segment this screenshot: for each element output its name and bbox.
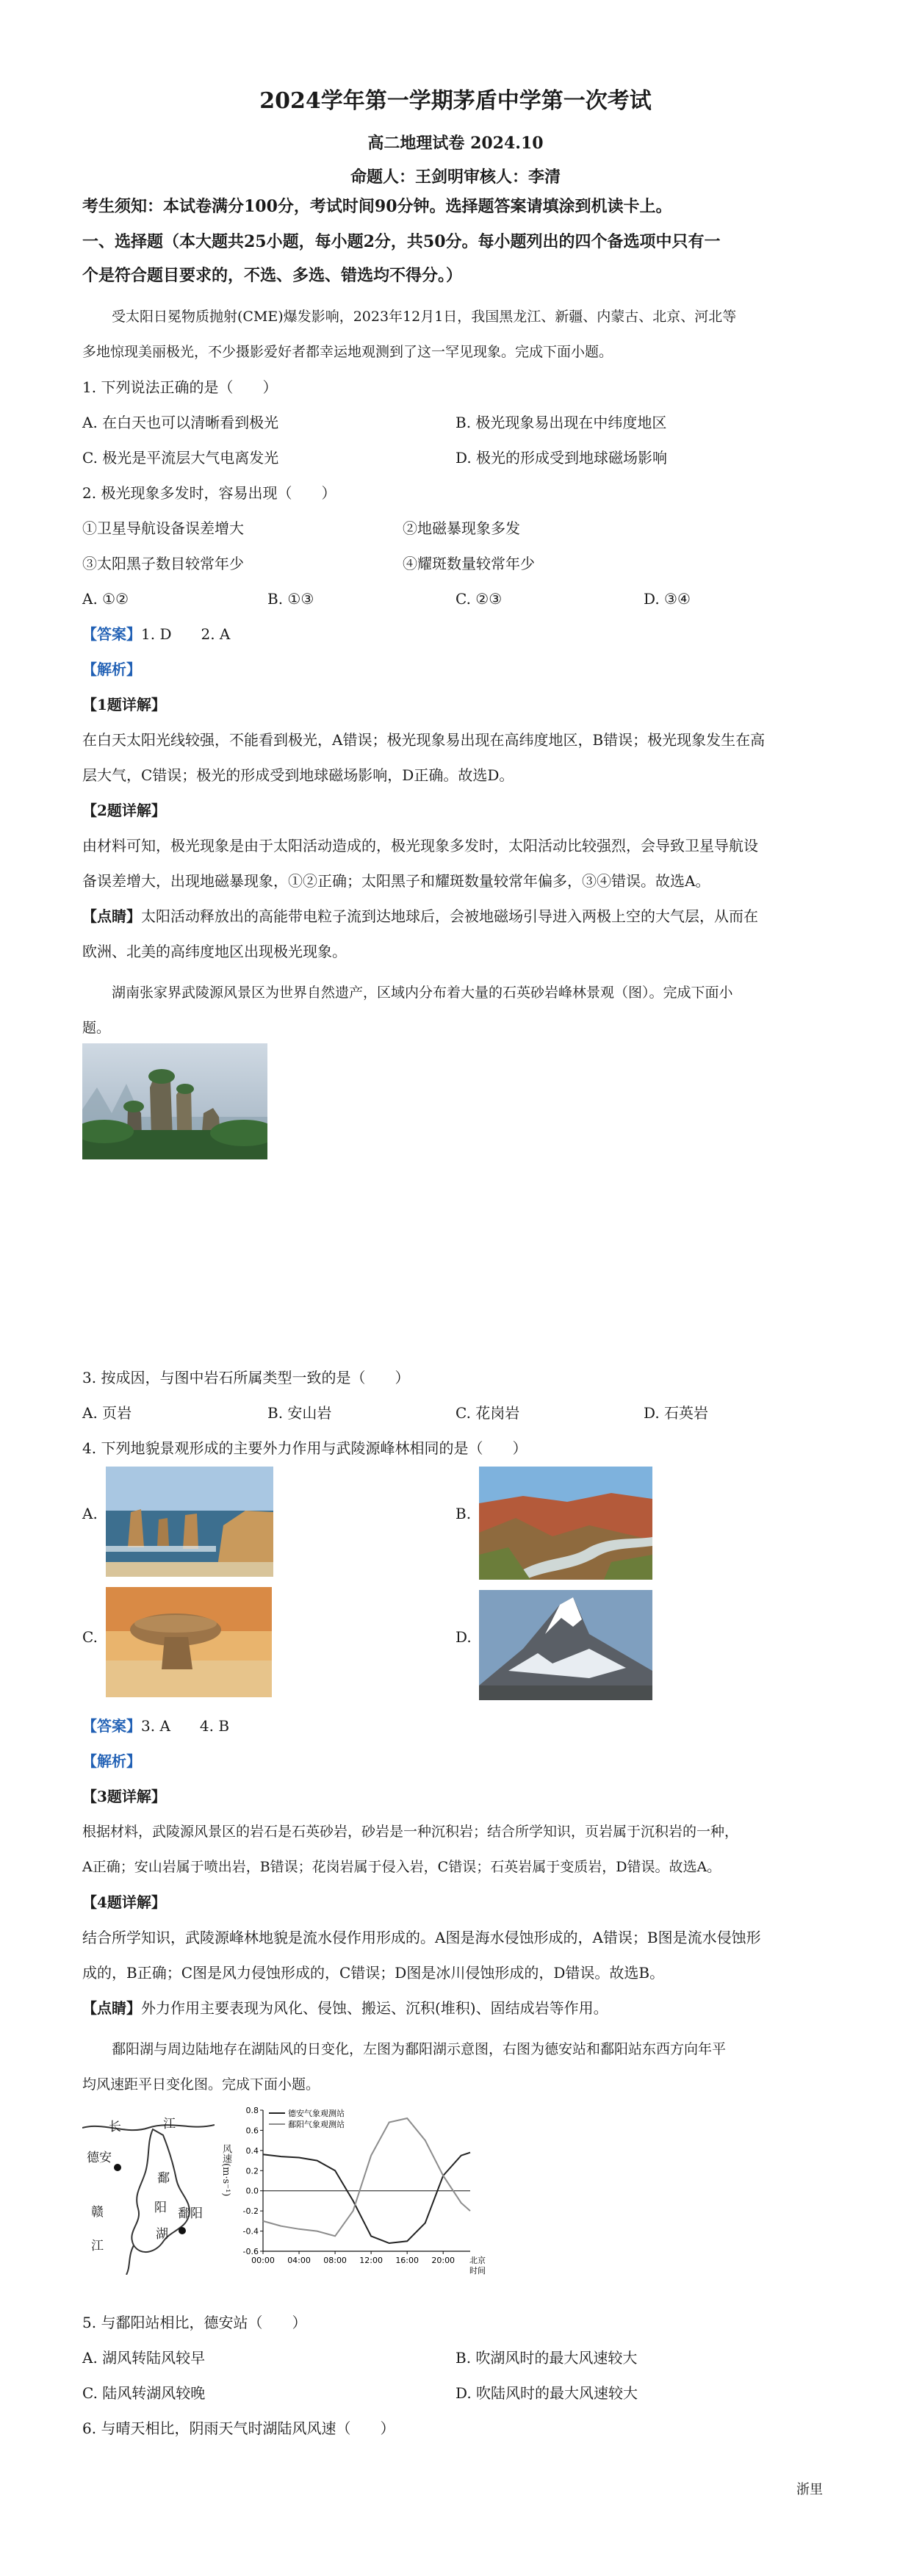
chart-ylabel: 风速(m·s⁻¹) xyxy=(220,2144,231,2197)
q2-option-d: D. ③④ xyxy=(644,590,691,608)
passage2-line2: 题。 xyxy=(82,1020,111,1036)
candidate-notice: 考生须知：本试卷满分100分，考试时间90分钟。选择题答案请填涂到机读卡上。 xyxy=(82,197,672,216)
q2-item-3: ③太阳黑子数目较常年少 xyxy=(82,555,244,572)
y-tick-label: 0.4 xyxy=(245,2145,259,2156)
q2-item-4: ④耀斑数量较常年少 xyxy=(403,555,535,572)
y-tick-label: 0.8 xyxy=(245,2106,259,2115)
detail-3-title: 【3题详解】 xyxy=(82,1788,166,1805)
sea-stack-coast-photo xyxy=(106,1467,273,1577)
map-label-lake-3: 湖 xyxy=(156,2227,168,2242)
tip-text: 外力作用主要表现为风化、侵蚀、搬运、沉积(堆积)、固结成岩等作用。 xyxy=(141,1999,608,2017)
legend-label-2: 鄱阳气象观测站 xyxy=(288,2120,345,2129)
q6-stem: 6. 与晴天相比，阴雨天气时湖陆风风速（ ） xyxy=(82,2420,395,2437)
x-tick-label: 00:00 xyxy=(251,2256,275,2265)
answer-tag: 【答案】 xyxy=(82,625,141,643)
y-tick-label: 0.0 xyxy=(245,2186,259,2196)
answer-text: 3. A 4. B xyxy=(141,1717,230,1735)
x-tick-label: 08:00 xyxy=(323,2256,347,2265)
detail-3-line2: A正确；安山岩属于喷出岩，B错误；花岗岩属于侵入岩，C错误；石英岩属于变质岩，D错误。故选A。 xyxy=(82,1859,721,1875)
q2-item-2: ②地磁暴现象多发 xyxy=(403,519,520,537)
q2-item-1: ①卫星导航设备误差增大 xyxy=(82,519,244,537)
q2-stem: 2. 极光现象多发时，容易出现（ ） xyxy=(82,484,336,502)
q1-option-d: D. 极光的形成受到地球磁场影响 xyxy=(455,449,668,467)
answer-1-2 xyxy=(82,625,230,644)
map-label-poyang-station: 鄱阳 xyxy=(178,2206,203,2221)
wind-speed-chart xyxy=(220,2100,500,2284)
map-label-gan-2: 江 xyxy=(91,2239,104,2253)
detail-1-line1: 在白天太阳光线较强，不能看到极光，A错误；极光现象易出现在高纬度地区，B错误；极光现象发生在高 xyxy=(82,731,766,749)
exam-authors: 命题人：王剑明审核人：李清 xyxy=(350,168,561,187)
y-tick-label: 0.6 xyxy=(245,2126,259,2136)
map-label-gan-1: 赣 xyxy=(91,2205,104,2220)
x-tick-label: 20:00 xyxy=(431,2256,455,2265)
q3-option-a: A. 页岩 xyxy=(82,1404,132,1422)
y-tick-label: 0.2 xyxy=(245,2166,259,2176)
tip-tag: 【点睛】 xyxy=(82,1999,141,2017)
passage1-line1: 受太阳日冕物质抛射(CME)爆发影响，2023年12月1日，我国黑龙江、新疆、内蒙古、北京、河北等 xyxy=(112,309,737,325)
q3-option-c: C. 花岗岩 xyxy=(455,1404,520,1422)
tip-tag: 【点睛】 xyxy=(82,907,141,925)
q3-stem: 3. 按成因，与图中岩石所属类型一致的是（ ） xyxy=(82,1369,410,1386)
answer-text: 1. D 2. A xyxy=(141,625,231,643)
y-tick-label: -0.4 xyxy=(242,2226,259,2237)
series-line-2 xyxy=(263,2118,470,2236)
mushroom-rock-desert-photo xyxy=(106,1587,272,1697)
q3-option-b: B. 安山岩 xyxy=(267,1404,332,1422)
x-axis-label-part1: 北京 xyxy=(469,2256,486,2265)
q1-option-b: B. 极光现象易出现在中纬度地区 xyxy=(455,414,667,431)
q2-option-a: A. ①② xyxy=(82,590,129,608)
section-heading-line2: 个是符合题目要求的，不选、多选、错选均不得分。） xyxy=(82,266,463,285)
detail-2-line2: 备误差增大，出现地磁暴现象，①②正确；太阳黑子和耀斑数量较常年偏多，③④错误。故选A。 xyxy=(82,872,710,890)
series-line-1 xyxy=(263,2153,470,2243)
x-axis-label-part2: 时间 xyxy=(469,2266,486,2275)
y-tick-label: -0.2 xyxy=(242,2206,259,2217)
detail-4-line1: 结合所学知识，武陵源峰林地貌是流水侵作用形成的。A图是海水侵蚀形成的，A错误；B图是流水侵蚀形 xyxy=(82,1929,761,1946)
passage1-line2: 多地惊现美丽极光，不少摄影爱好者都幸运地观测到了这一罕见现象。完成下面小题。 xyxy=(82,344,613,360)
analysis-tag-2: 【解析】 xyxy=(82,1752,141,1770)
detail-3-line1: 根据材料，武陵源风景区的岩石是石英砂岩，砂岩是一种沉积岩；结合所学知识，页岩属于沉积岩的一种， xyxy=(82,1824,739,1840)
exam-title: 2024学年第一学期茅盾中学第一次考试 xyxy=(259,88,652,114)
x-tick-label: 12:00 xyxy=(359,2256,383,2265)
tip-1-line2: 欧洲、北美的高纬度地区出现极光现象。 xyxy=(82,943,347,960)
glacial-horn-peak-photo xyxy=(479,1590,652,1700)
map-label-lake-1: 鄱 xyxy=(157,2171,170,2186)
section-heading-line1: 一、选择题（本大题共25小题，每小题2分，共50分。每小题列出的四个备选项中只有一 xyxy=(82,232,721,251)
passage3-line2: 均风速距平日变化图。完成下面小题。 xyxy=(82,2076,320,2093)
q5-option-c: C. 陆风转湖风较晚 xyxy=(82,2384,206,2402)
detail-2-line1: 由材料可知，极光现象是由于太阳活动造成的，极光现象多发时，太阳活动比较强烈，会导致卫星导航设 xyxy=(82,837,758,855)
passage2-line1: 湖南张家界武陵源风景区为世界自然遗产，区域内分布着大量的石英砂岩峰林景观（图）。完成下面小 xyxy=(112,985,733,1001)
detail-4-title: 【4题详解】 xyxy=(82,1893,166,1911)
map-label-lake-2: 阳 xyxy=(154,2201,167,2215)
x-tick-label: 04:00 xyxy=(287,2256,311,2265)
q5-option-a: A. 湖风转陆风较早 xyxy=(82,2349,206,2367)
tip-1-line1 xyxy=(82,907,758,926)
y-tick-label: -0.6 xyxy=(242,2247,259,2256)
q1-option-c: C. 极光是平流层大气电离发光 xyxy=(82,449,279,467)
q5-stem: 5. 与鄱阳站相比，德安站（ ） xyxy=(82,2314,307,2331)
analysis-tag-1: 【解析】 xyxy=(82,661,141,678)
wind-speed-chart-svg xyxy=(220,2100,500,2284)
passage3-line1: 鄱阳湖与周边陆地存在湖陆风的日变化，左图为鄱阳湖示意图，右图为德安站和鄱阳站东西方向年平 xyxy=(112,2041,727,2057)
detail-2-title: 【2题详解】 xyxy=(82,802,166,819)
map-label-yangtze-1: 长 xyxy=(109,2120,121,2134)
q1-option-a: A. 在白天也可以清晰看到极光 xyxy=(82,414,279,431)
q4-option-b-label: B. xyxy=(455,1505,472,1522)
tip-2 xyxy=(82,1998,608,2018)
q3-option-d: D. 石英岩 xyxy=(644,1404,709,1422)
detail-1-title: 【1题详解】 xyxy=(82,696,166,713)
detail-4-line2: 成的，B正确；C图是风力侵蚀形成的，C错误；D图是冰川侵蚀形成的，D错误。故选B。 xyxy=(82,1964,665,1982)
q4-stem: 4. 下列地貌景观形成的主要外力作用与武陵源峰林相同的是（ ） xyxy=(82,1439,527,1457)
legend-label-1: 德安气象观测站 xyxy=(288,2109,345,2118)
exam-subtitle: 高二地理试卷 2024.10 xyxy=(367,134,544,153)
x-tick-label: 16:00 xyxy=(395,2256,420,2265)
q5-option-d: D. 吹陆风时的最大风速较大 xyxy=(455,2384,638,2402)
q4-option-d-label: D. xyxy=(455,1628,472,1646)
sandstone-peak-forest-photo xyxy=(82,1043,267,1159)
footer-mark: 浙里 xyxy=(796,2482,823,2497)
poyang-lake-map xyxy=(82,2106,215,2275)
detail-1-line2: 层大气，C错误；极光的形成受到地球磁场影响，D正确。故选D。 xyxy=(82,766,514,784)
q5-option-b: B. 吹湖风时的最大风速较大 xyxy=(455,2349,638,2367)
map-label-dean: 德安 xyxy=(87,2151,112,2165)
answer-tag: 【答案】 xyxy=(82,1717,141,1735)
q2-option-c: C. ②③ xyxy=(455,590,503,608)
q1-stem: 1. 下列说法正确的是（ ） xyxy=(82,378,278,396)
answer-3-4 xyxy=(82,1716,229,1735)
tip-text: 太阳活动释放出的高能带电粒子流到达地球后，会被地磁场引导进入两极上空的大气层，从而在 xyxy=(141,907,758,925)
map-label-yangtze-2: 江 xyxy=(163,2117,176,2131)
q2-option-b: B. ①③ xyxy=(267,590,314,608)
q4-option-c-label: C. xyxy=(82,1628,98,1646)
q4-option-a-label: A. xyxy=(82,1505,98,1522)
river-canyon-photo xyxy=(479,1467,652,1580)
